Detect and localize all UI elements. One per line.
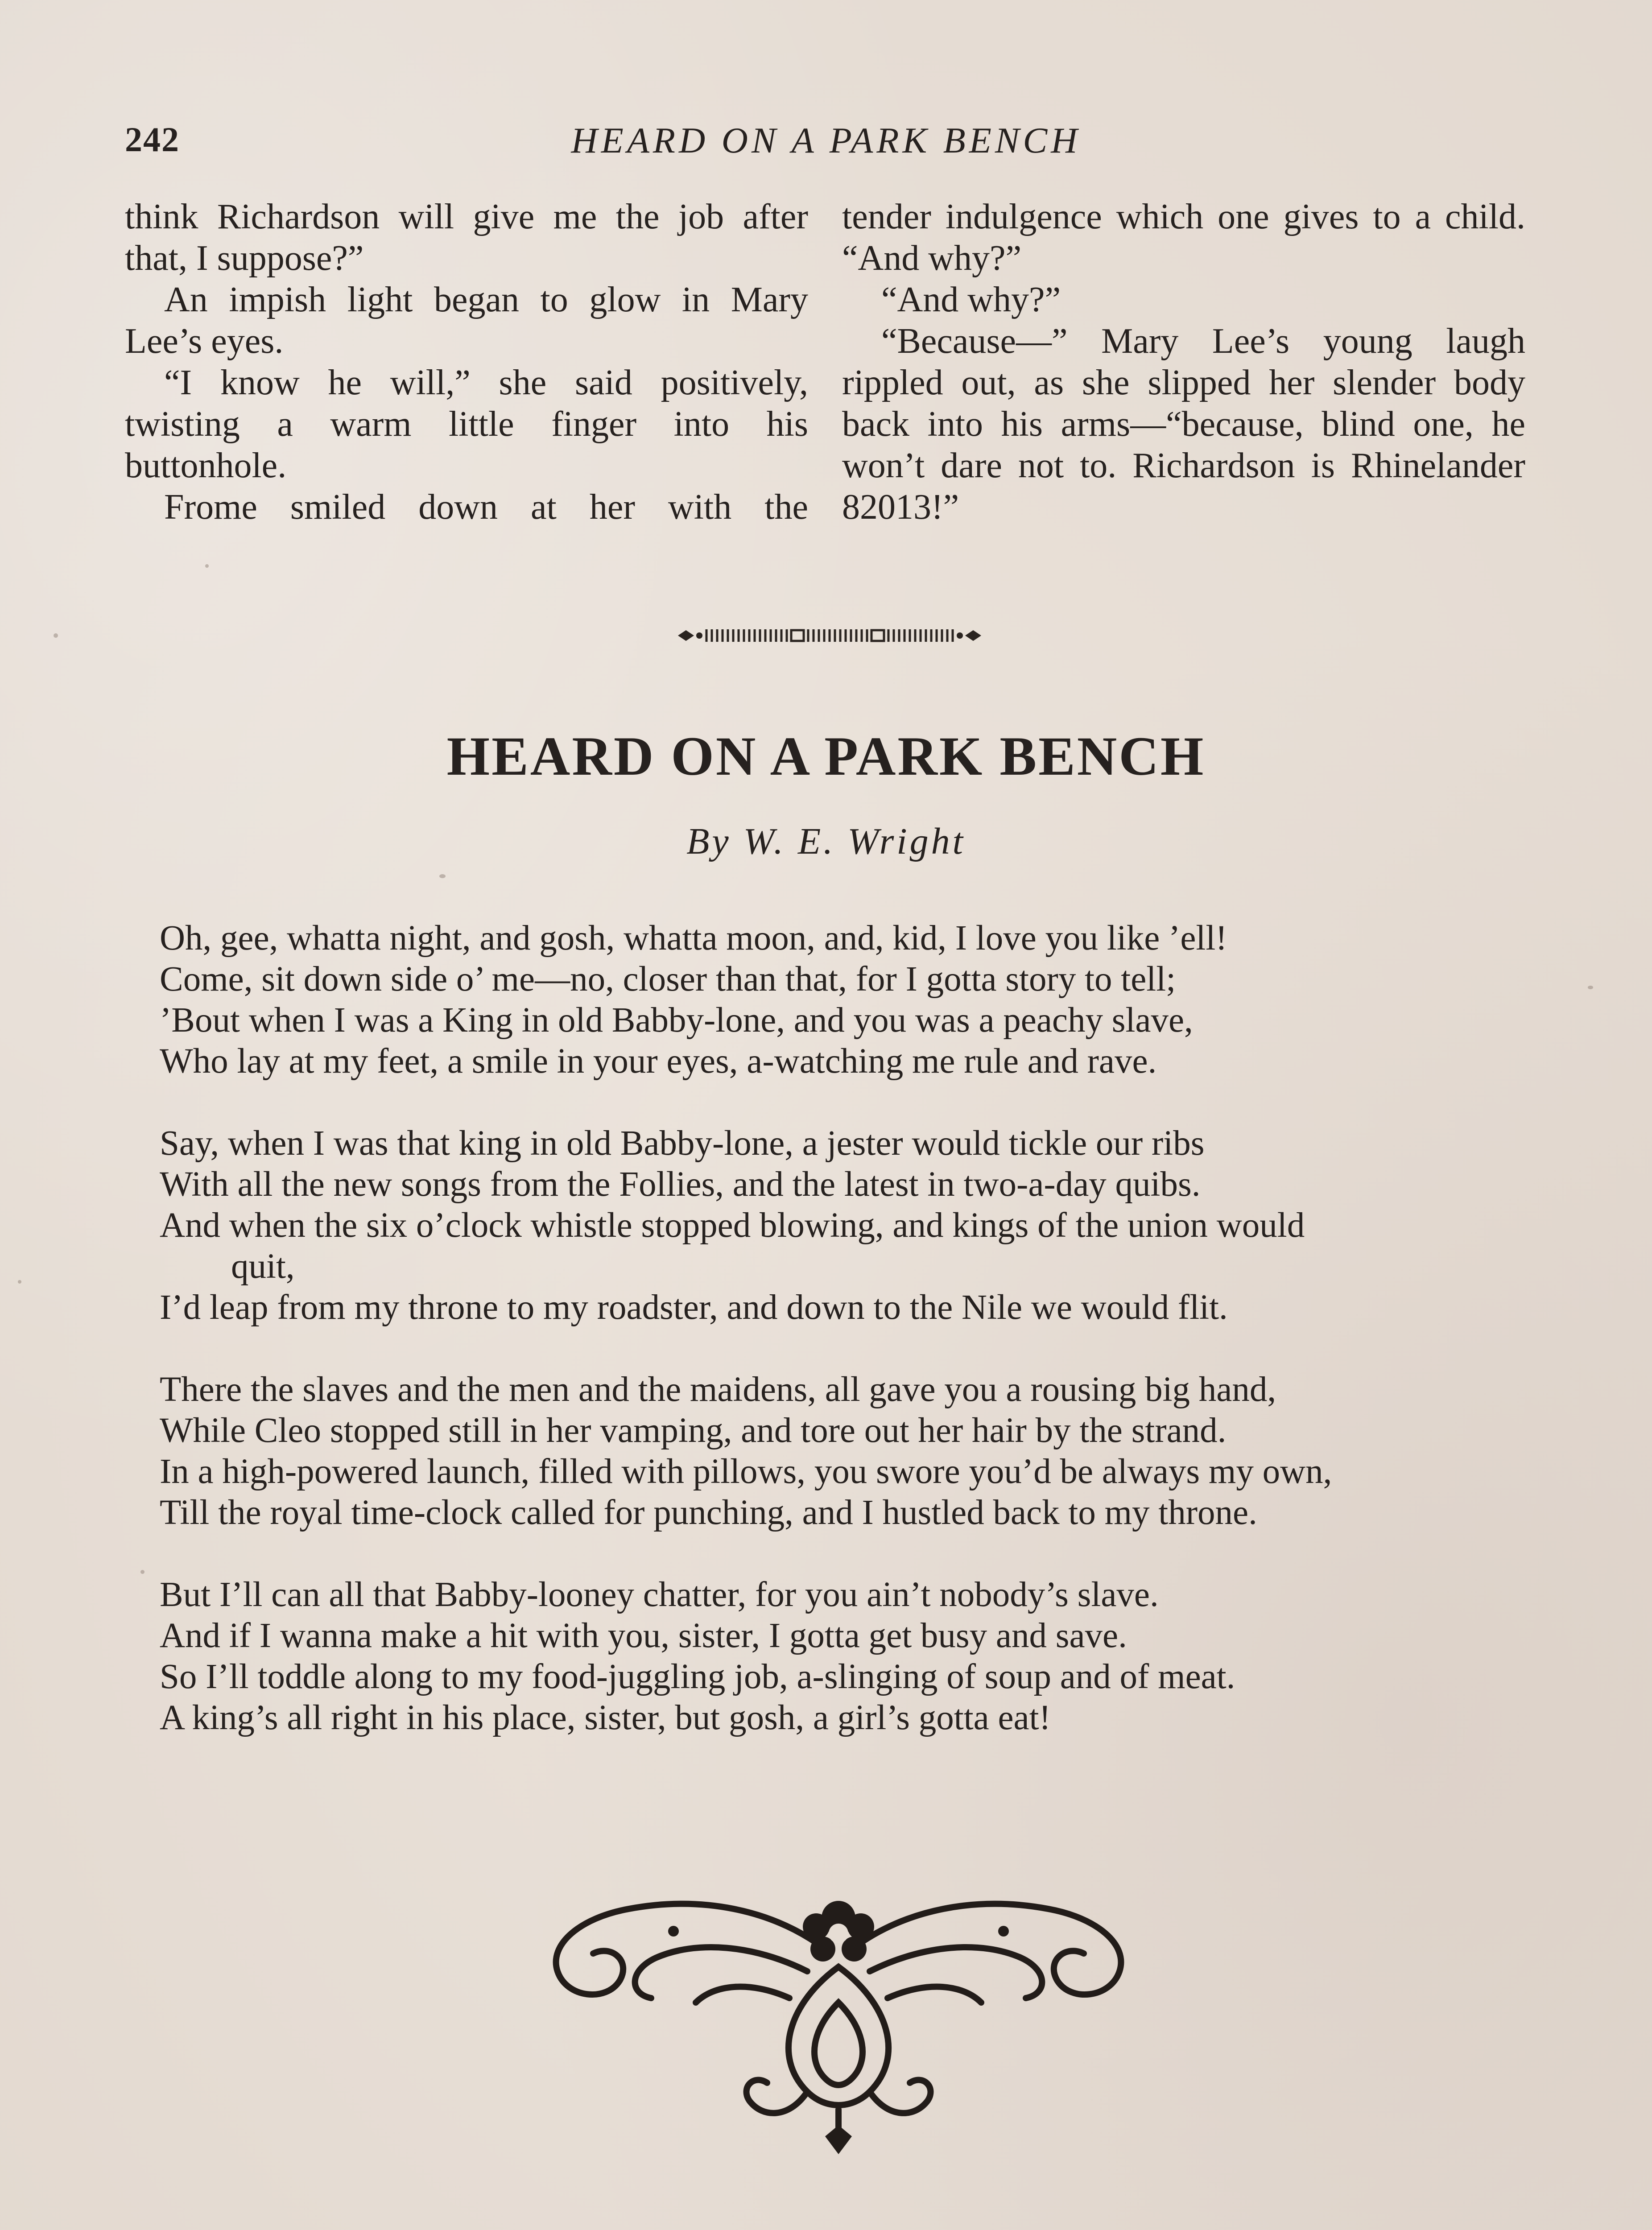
poem-line: There the slaves and the men and the maidens, all gave you a rousing big hand, xyxy=(160,1370,1276,1409)
previous-story-ending xyxy=(125,196,1525,528)
paper-speck xyxy=(205,564,209,568)
poem-line: And when the six o’clock whistle stopped blowing, and kings of the union would xyxy=(160,1206,1305,1245)
paragraph: “Because—” Mary Lee’s young laugh rippled out, as she slipped her slender body back into his arms—“because, blind one, he won’t dare not to. Richardson is Rhinelander 82013!” xyxy=(842,322,1525,527)
paper-speck xyxy=(140,1570,145,1574)
paragraph: “And why?” xyxy=(881,280,1061,319)
paragraph: think Richardson will give me the job after that, I suppose?” xyxy=(125,197,808,278)
running-title: HEARD ON A PARK BENCH xyxy=(571,120,1081,161)
poem-line: Come, sit down side o’ me—no, closer than that, for I gotta story to tell; xyxy=(160,960,1176,999)
poem-line: But I’ll can all that Babby-looney chatter, for you ain’t nobody’s slave. xyxy=(160,1575,1159,1614)
paragraph: An impish light began to glow in Mary Lee’s eyes. xyxy=(125,280,808,361)
running-head xyxy=(125,120,1527,169)
poem-line: In a high-powered launch, filled with pillows, you swore you’d be always my own, xyxy=(160,1452,1332,1491)
poem-line: I’d leap from my throne to my roadster, and down to the Nile we would flit. xyxy=(160,1288,1228,1327)
paragraph: “I know he will,” she said positively, twisting a warm little finger into his buttonhole. xyxy=(125,363,808,485)
poem-line: Till the royal time-clock called for punching, and I hustled back to my throne. xyxy=(160,1493,1257,1532)
poem-line: Say, when I was that king in old Babby-lone, a jester would tickle our ribs xyxy=(160,1124,1205,1163)
right-column xyxy=(842,196,1525,528)
floral-scroll-ornament-icon xyxy=(540,1869,1137,2154)
poem-line: Oh, gee, whatta night, and gosh, whatta moon, and, kid, I love you like ’ell! xyxy=(160,919,1227,958)
poem-line: ’Bout when I was a King in old Babby-lone, and you was a peachy slave, xyxy=(160,1001,1193,1040)
paper-speck xyxy=(18,1280,21,1284)
paper-speck xyxy=(54,633,58,638)
stanza xyxy=(160,1369,1511,1533)
poem-line: And if I wanna make a hit with you, sister, I gotta get busy and save. xyxy=(160,1616,1127,1655)
poem xyxy=(160,918,1511,1780)
poem-line: While Cleo stopped still in her vamping, and tore out her hair by the strand. xyxy=(160,1411,1227,1450)
stanza xyxy=(160,1123,1511,1328)
left-column xyxy=(125,196,808,528)
poem-line-turnover: quit, xyxy=(231,1247,295,1286)
stanza xyxy=(160,918,1511,1082)
poem-line: A king’s all right in his place, sister, but gosh, a girl’s gotta eat! xyxy=(160,1698,1051,1737)
poem-line: Who lay at my feet, a smile in your eyes, a-watching me rule and rave. xyxy=(160,1042,1157,1081)
stanza xyxy=(160,1574,1511,1739)
poem-line: So I’ll toddle along to my food-juggling job, a-slinging of soup and of meat. xyxy=(160,1657,1235,1696)
byline: By W. E. Wright xyxy=(686,821,966,862)
page-number: 242 xyxy=(125,120,180,159)
paragraph: Frome smiled down at her with the xyxy=(164,487,808,527)
paper-speck xyxy=(439,874,446,878)
story-title: HEARD ON A PARK BENCH xyxy=(446,726,1206,787)
paper-speck xyxy=(1588,986,1593,989)
ornamental-rule-icon xyxy=(673,622,986,649)
poem-line: With all the new songs from the Follies, and the latest in two-a-day quibs. xyxy=(160,1165,1201,1204)
paragraph: tender indulgence which one gives to a child. “And why?” xyxy=(842,197,1525,278)
